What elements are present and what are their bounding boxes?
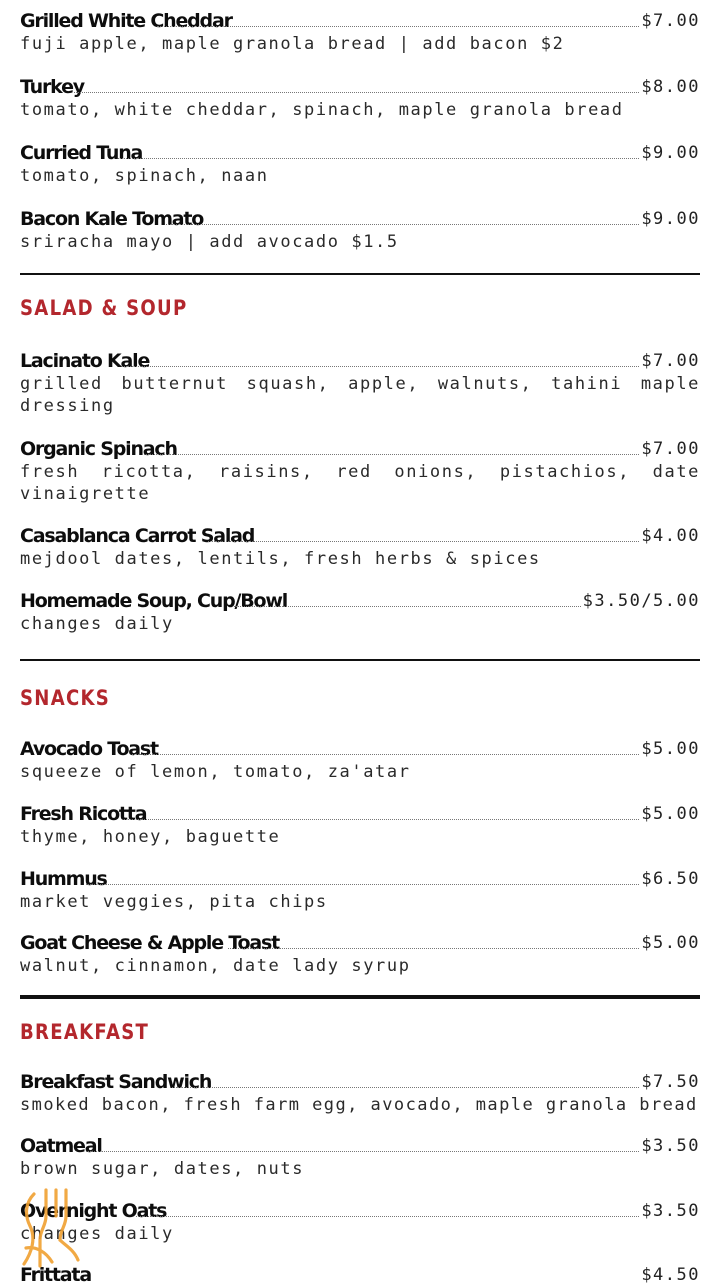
item-name: Fresh Ricotta — [20, 803, 147, 825]
item-price: $7.00 — [641, 11, 700, 31]
item-name: Curried Tuna — [20, 142, 143, 164]
leader-dots — [74, 92, 639, 93]
item-price: $9.00 — [641, 209, 700, 229]
item-description: smoked bacon, fresh farm egg, avocado, maple granola bread — [20, 1095, 698, 1115]
item-description: grilled butternut squash, apple, walnuts, tahini maple dressing — [20, 374, 712, 416]
leader-dots — [172, 1087, 639, 1088]
menu-item — [20, 586, 700, 635]
menu-item — [20, 521, 700, 570]
item-description: changes daily — [20, 1224, 174, 1244]
item-price: $8.00 — [641, 77, 700, 97]
leader-dots — [136, 1216, 639, 1217]
item-description: changes daily — [20, 614, 174, 634]
menu-item — [20, 734, 700, 783]
menu-item — [20, 1260, 700, 1286]
menu-item — [20, 1067, 700, 1116]
item-price: $3.50 — [641, 1201, 700, 1221]
item-description: squeeze of lemon, tomato, za'atar — [20, 762, 411, 782]
leader-dots — [132, 754, 639, 755]
item-price: $7.50 — [641, 1072, 700, 1092]
menu-item — [20, 1131, 700, 1180]
item-price: $5.00 — [641, 933, 700, 953]
item-price: $3.50/5.00 — [582, 591, 700, 611]
item-price: $3.50 — [641, 1136, 700, 1156]
item-name: Lacinato Kale — [20, 350, 150, 372]
leader-dots — [157, 26, 639, 27]
item-description: market veggies, pita chips — [20, 892, 328, 912]
item-description: tomato, spinach, naan — [20, 166, 269, 186]
menu-item — [20, 1196, 700, 1245]
menu-item — [20, 346, 712, 417]
section-divider — [20, 273, 700, 275]
item-description: mejdool dates, lentils, fresh herbs & spices — [20, 549, 541, 569]
item-description: fresh ricotta, raisins, red onions, pistachios, date vinaigrette — [20, 462, 712, 504]
fork-logo-icon — [16, 1186, 86, 1272]
section-title-breakfast: BREAKFAST — [20, 1020, 150, 1044]
menu-item — [20, 928, 700, 977]
section-title-salad-soup: SALAD & SOUP — [20, 296, 188, 320]
item-price: $4.50 — [641, 1265, 700, 1285]
item-price: $7.00 — [641, 351, 700, 371]
item-description: fuji apple, maple granola bread | add bacon $2 — [20, 34, 565, 54]
section-divider — [20, 659, 700, 661]
item-description: thyme, honey, baguette — [20, 827, 281, 847]
item-name: Breakfast Sandwich — [20, 1071, 212, 1093]
item-description: walnut, cinnamon, date lady syrup — [20, 956, 411, 976]
item-price: $4.00 — [641, 526, 700, 546]
section-divider — [20, 995, 700, 999]
menu-item — [20, 204, 700, 253]
menu-item — [20, 864, 700, 913]
menu-item — [20, 434, 712, 505]
item-name: Goat Cheese & Apple Toast — [20, 932, 280, 954]
item-description: tomato, white cheddar, spinach, maple granola bread — [20, 100, 624, 120]
item-name: Homemade Soup, Cup/Bowl — [20, 590, 288, 612]
item-name: Bacon Kale Tomato — [20, 208, 204, 230]
item-price: $5.00 — [641, 739, 700, 759]
item-description: sriracha mayo | add avocado $1.5 — [20, 232, 399, 252]
item-name: Oatmeal — [20, 1135, 102, 1157]
leader-dots — [228, 948, 639, 949]
leader-dots — [86, 1151, 639, 1152]
menu-item — [20, 138, 700, 187]
item-name: Grilled White Cheddar — [20, 10, 232, 32]
menu-item — [20, 6, 700, 55]
leader-dots — [124, 819, 639, 820]
leader-dots — [118, 158, 639, 159]
leader-dots — [86, 884, 639, 885]
item-name: Overnight Oats — [20, 1200, 167, 1222]
item-price: $5.00 — [641, 804, 700, 824]
item-name: Turkey — [20, 76, 84, 98]
leader-dots — [208, 541, 639, 542]
item-price: $9.00 — [641, 143, 700, 163]
leader-dots — [234, 606, 581, 607]
item-name: Casablanca Carrot Salad — [20, 525, 255, 547]
leader-dots — [166, 224, 639, 225]
menu-item — [20, 72, 700, 121]
item-description: brown sugar, dates, nuts — [20, 1159, 305, 1179]
leader-dots — [124, 366, 639, 367]
item-name: Frittata — [20, 1264, 91, 1286]
menu-item — [20, 799, 700, 848]
item-name: Avocado Toast — [20, 738, 158, 760]
leader-dots — [82, 1280, 639, 1281]
leader-dots — [144, 454, 639, 455]
item-price: $7.00 — [641, 439, 700, 459]
item-price: $6.50 — [641, 869, 700, 889]
section-title-snacks: SNACKS — [20, 686, 111, 710]
item-name: Hummus — [20, 868, 107, 890]
item-name: Organic Spinach — [20, 438, 177, 460]
